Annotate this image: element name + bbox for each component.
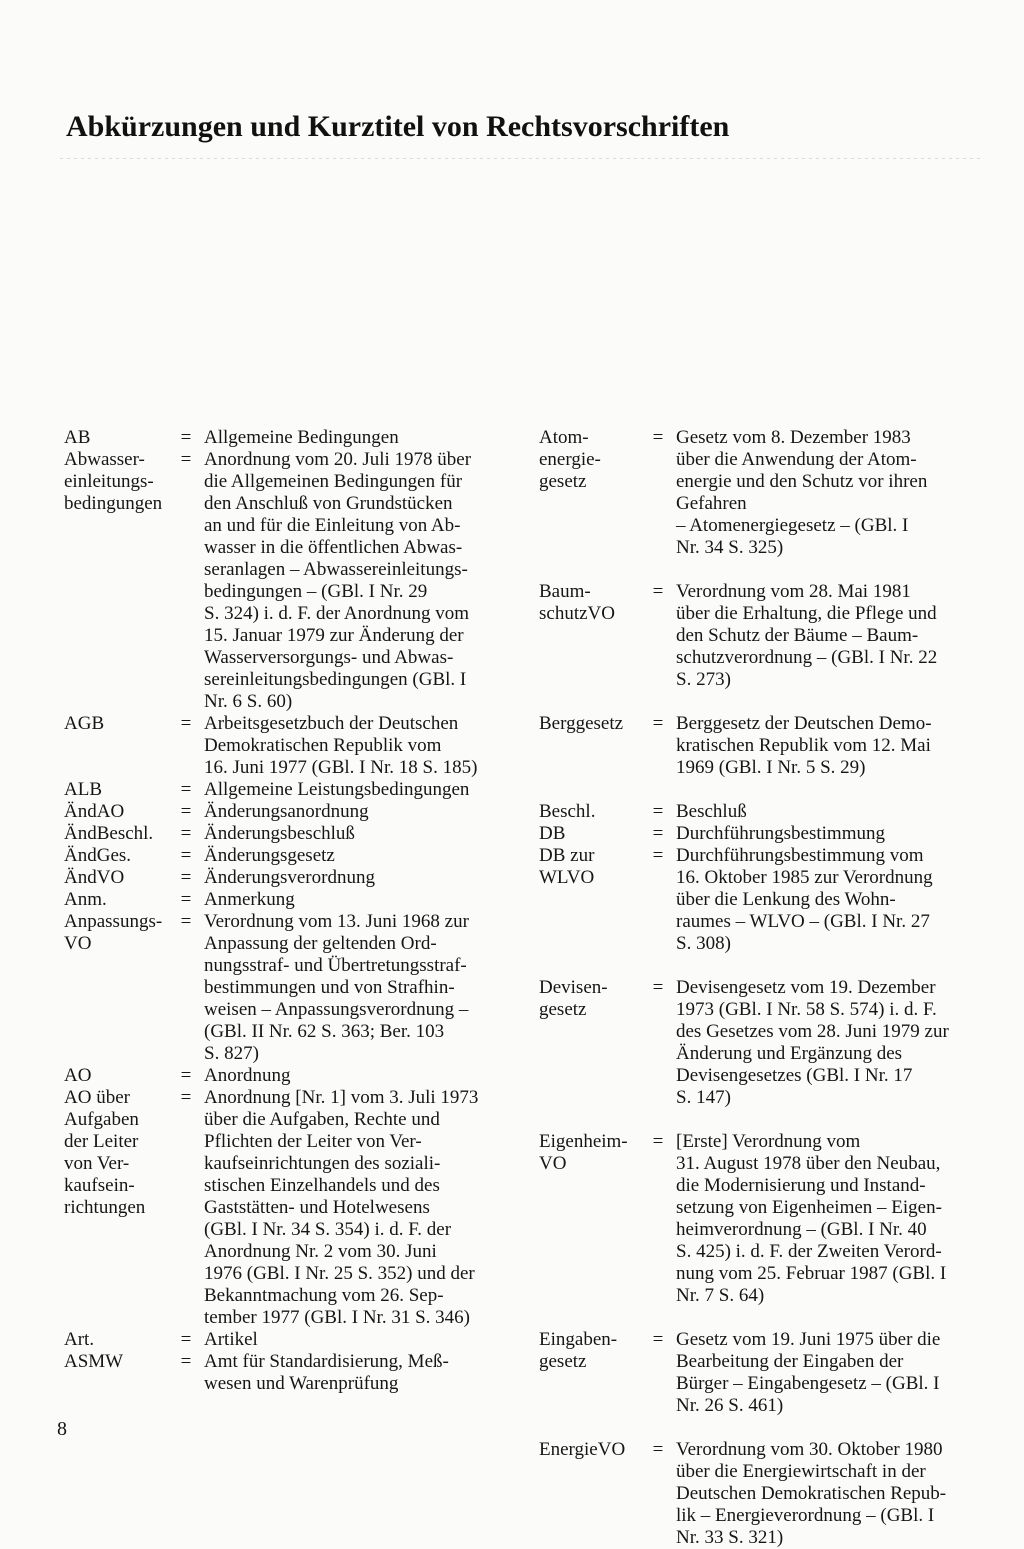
abbreviation-entry (535, 713, 990, 779)
left-column (60, 427, 510, 1395)
abbreviation-term: Anpassungs- VO (64, 911, 163, 954)
equals-sign: = (652, 427, 664, 448)
equals-sign: = (652, 823, 664, 844)
abbreviation-entry (60, 1087, 510, 1329)
abbreviation-definition: Beschluß (676, 801, 747, 822)
equals-sign: = (180, 449, 192, 470)
equals-sign: = (180, 1087, 192, 1108)
abbreviation-definition: Änderungsverordnung (204, 867, 375, 888)
abbreviation-term: ÄndGes. (64, 845, 132, 866)
abbreviation-entry (60, 779, 510, 801)
abbreviation-term: Beschl. (539, 801, 596, 822)
page-title: Abkürzungen und Kurztitel von Rechtsvorschriften (66, 110, 730, 143)
abbreviation-entry (60, 845, 510, 867)
abbreviation-definition: Änderungsanordnung (204, 801, 369, 822)
abbreviation-definition: Durchführungsbestimmung vom 16. Oktober 1985 zur Verordnung über die Lenkung des Wohn- raumes – WLVO – (GBl. I Nr. 27 S. 308) (676, 845, 933, 954)
abbreviation-term: Berggesetz (539, 713, 624, 734)
abbreviation-definition: Berggesetz der Deutschen Demo- kratischen Republik vom 12. Mai 1969 (GBl. I Nr. 5 S. 29) (676, 713, 932, 778)
abbreviation-definition: Verordnung vom 13. Juni 1968 zur Anpassung der geltenden Ord- nungsstraf- und Übertretungsstraf- bestimmungen und von Strafhin- weisen – Anpassungsverordnung – (GBl. II Nr. 62 S. 363; Ber. 103 S. 827) (204, 911, 469, 1064)
equals-sign: = (180, 1329, 192, 1350)
equals-sign: = (180, 427, 192, 448)
abbreviation-entry (535, 801, 990, 823)
abbreviation-entry (60, 449, 510, 713)
equals-sign: = (180, 823, 192, 844)
abbreviation-definition: Änderungsgesetz (204, 845, 335, 866)
abbreviation-entry (60, 889, 510, 911)
abbreviation-term: Eingaben- gesetz (539, 1329, 618, 1372)
abbreviation-entry (60, 713, 510, 779)
abbreviation-term: Anm. (64, 889, 107, 910)
abbreviation-definition: Anordnung (204, 1065, 291, 1086)
equals-sign: = (180, 801, 192, 822)
abbreviation-term: Art. (64, 1329, 95, 1350)
abbreviation-definition: Anordnung vom 20. Juli 1978 über die Allgemeinen Bedingungen für den Anschluß von Grundstücken an und für die Einleitung von Ab- wasser in die öffentlichen Abwas- seranlagen – Abwassereinleitungs- bedingungen – (GBl. I Nr. 29 S. 324) i. d. F. der Anordnung vom 15. Januar 1979 zur Änderung der Wasserversorgungs- und Abwas- sereinleitungsbedingungen (GBl. I Nr. 6 S. 60) (204, 449, 472, 712)
equals-sign: = (652, 713, 664, 734)
abbreviation-term: Eigenheim- VO (539, 1131, 628, 1174)
right-column (535, 427, 990, 1549)
equals-sign: = (180, 779, 192, 800)
abbreviation-definition: [Erste] Verordnung vom 31. August 1978 über den Neubau, die Modernisierung und Instand- setzung von Eigenheimen – Eigen- heimverordnung – (GBl. I Nr. 40 S. 425) i. d. F. der Zweiten Verord- nung vom 25. Februar 1987 (GBl. I Nr. 7 S. 64) (676, 1131, 947, 1306)
abbreviation-definition: Artikel (204, 1329, 258, 1350)
equals-sign: = (652, 1439, 664, 1460)
abbreviation-entry (535, 823, 990, 845)
abbreviation-entry (535, 581, 990, 691)
abbreviation-term: Baum- schutzVO (539, 581, 615, 624)
abbreviation-term: AO über Aufgaben der Leiter von Ver- kaufsein- richtungen (64, 1087, 146, 1218)
equals-sign: = (652, 801, 664, 822)
abbreviation-definition: Arbeitsgesetzbuch der Deutschen Demokratischen Republik vom 16. Juni 1977 (GBl. I Nr. 18 S. 185) (204, 713, 478, 778)
abbreviation-entry (535, 1439, 990, 1549)
abbreviation-definition: Verordnung vom 28. Mai 1981 über die Erhaltung, die Pflege und den Schutz der Bäume – Baum- schutzverordnung – (GBl. I Nr. 22 S. 273) (676, 581, 938, 690)
equals-sign: = (652, 1329, 664, 1350)
equals-sign: = (652, 845, 664, 866)
abbreviation-definition: Anmerkung (204, 889, 295, 910)
abbreviation-term: AB (64, 427, 91, 448)
equals-sign: = (652, 977, 664, 998)
abbreviation-definition: Anordnung [Nr. 1] vom 3. Juli 1973 über die Aufgaben, Rechte und Pflichten der Leiter von Ver- kaufseinrichtungen des soziali- stischen Einzelhandels und des Gaststätten- und Hotelwesens (GBl. I Nr. 34 S. 354) i. d. F. der Anordnung Nr. 2 vom 30. Juni 1976 (GBl. I Nr. 25 S. 352) und der Bekanntmachung vom 26. Sep- tember 1977 (GBl. I Nr. 31 S. 346) (204, 1087, 479, 1328)
abbreviation-entry (535, 1131, 990, 1307)
abbreviation-definition: Durchführungsbestimmung (676, 823, 885, 844)
abbreviation-term: AGB (64, 713, 105, 734)
title-rule (60, 158, 980, 159)
abbreviation-entry (535, 977, 990, 1109)
abbreviation-definition: Änderungsbeschluß (204, 823, 355, 844)
abbreviation-entry (535, 1329, 990, 1417)
abbreviation-term: ALB (64, 779, 102, 800)
abbreviation-definition: Allgemeine Leistungsbedingungen (204, 779, 470, 800)
abbreviation-entry (60, 867, 510, 889)
equals-sign: = (652, 581, 664, 602)
abbreviation-entry (60, 823, 510, 845)
abbreviation-term: ÄndVO (64, 867, 125, 888)
abbreviation-term: Atom- energie- gesetz (539, 427, 601, 492)
abbreviation-entry (60, 911, 510, 1065)
abbreviation-term: EnergieVO (539, 1439, 626, 1460)
abbreviation-definition: Verordnung vom 30. Oktober 1980 über die Energiewirtschaft in der Deutschen Demokratischen Repub- lik – Energieverordnung – (GBl. I Nr. 33 S. 321) (676, 1439, 947, 1548)
equals-sign: = (180, 1065, 192, 1086)
equals-sign: = (180, 713, 192, 734)
abbreviation-entry (60, 1329, 510, 1351)
abbreviation-term: Devisen- gesetz (539, 977, 608, 1020)
abbreviation-definition: Devisengesetz vom 19. Dezember 1973 (GBl. I Nr. 58 S. 574) i. d. F. des Gesetzes vom 28. Juni 1979 zur Änderung und Ergänzung des Devisengesetzes (GBl. I Nr. 17 S. 147) (676, 977, 949, 1108)
abbreviation-term: AO (64, 1065, 92, 1086)
abbreviation-term: DB zur WLVO (539, 845, 595, 888)
abbreviation-entry (60, 1065, 510, 1087)
equals-sign: = (180, 845, 192, 866)
abbreviation-term: ASMW (64, 1351, 124, 1372)
abbreviation-entry (535, 427, 990, 559)
abbreviation-definition: Gesetz vom 19. Juni 1975 über die Bearbeitung der Eingaben der Bürger – Eingabengesetz – (GBl. I Nr. 26 S. 461) (676, 1329, 941, 1416)
page-number: 8 (57, 1418, 67, 1440)
abbreviation-definition: Allgemeine Bedingungen (204, 427, 399, 448)
abbreviation-entry (60, 801, 510, 823)
abbreviation-definition: Gesetz vom 8. Dezember 1983 über die Anwendung der Atom- energie und den Schutz vor ihren Gefahren – Atomenergiegesetz – (GBl. I Nr. 34 S. 325) (676, 427, 928, 558)
abbreviation-term: ÄndBeschl. (64, 823, 154, 844)
abbreviation-entry (60, 1351, 510, 1395)
abbreviation-term: Abwasser- einleitungs- bedingungen (64, 449, 163, 514)
abbreviation-entry (535, 845, 990, 955)
equals-sign: = (180, 867, 192, 888)
equals-sign: = (652, 1131, 664, 1152)
equals-sign: = (180, 1351, 192, 1372)
equals-sign: = (180, 911, 192, 932)
abbreviation-definition: Amt für Standardisierung, Meß- wesen und Warenprüfung (204, 1351, 449, 1394)
abbreviation-term: ÄndAO (64, 801, 125, 822)
equals-sign: = (180, 889, 192, 910)
abbreviation-entry (60, 427, 510, 449)
abbreviation-term: DB (539, 823, 566, 844)
